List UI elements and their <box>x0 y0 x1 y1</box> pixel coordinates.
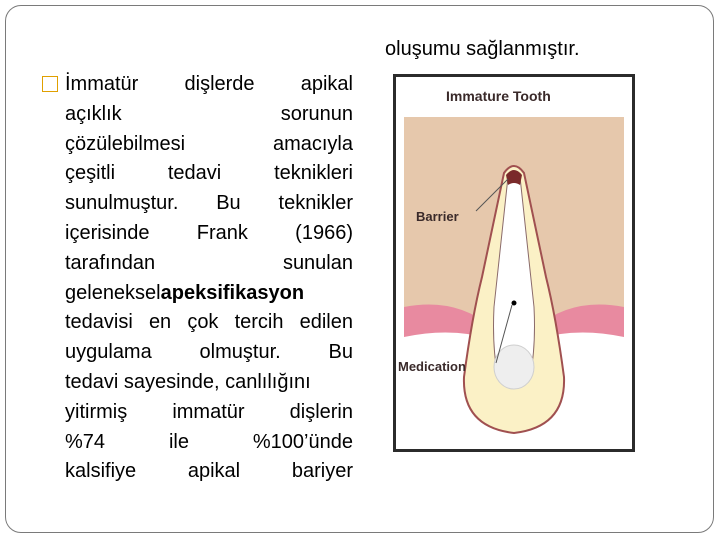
word: bariyer <box>291 460 353 483</box>
word: (1966) <box>295 221 353 244</box>
word: immatür <box>172 400 245 423</box>
paragraph-line <box>65 130 353 160</box>
word: ile <box>168 430 189 453</box>
word: sunulan <box>282 251 353 274</box>
paragraph-line <box>65 249 353 279</box>
word: geleneksel <box>65 281 161 304</box>
word: tarafından <box>65 251 156 274</box>
word: Bu <box>328 341 353 364</box>
paragraph-line <box>65 100 353 130</box>
word: yitirmiş <box>65 400 128 423</box>
paragraph-line <box>65 219 353 249</box>
medication-label: Medication <box>398 359 466 374</box>
word: tedavi sayesinde, canlılığını <box>65 370 311 393</box>
figure-title: Immature Tooth <box>446 88 551 104</box>
word: tercih <box>234 311 284 334</box>
word: tedavi <box>167 162 222 185</box>
word: kalsifiye <box>65 460 137 483</box>
word: Bu <box>216 192 241 215</box>
medication-dot <box>512 301 517 306</box>
paragraph-line <box>65 368 353 398</box>
word: olmuştur. <box>199 341 281 364</box>
word: açıklık <box>65 102 122 125</box>
word: sorunun <box>280 102 353 125</box>
bullet-checkbox-icon <box>42 76 58 92</box>
paragraph-line <box>65 338 353 368</box>
paragraph-line <box>65 308 353 338</box>
word: %100’ünde <box>252 430 353 453</box>
paragraph-line <box>65 189 353 219</box>
word: Frank <box>196 221 248 244</box>
word: %74 <box>65 430 106 453</box>
paragraph-line <box>65 457 353 487</box>
paragraph-line <box>65 428 353 458</box>
word: dişlerde <box>184 73 255 95</box>
word: dişlerin <box>289 400 353 423</box>
tooth-diagram <box>396 77 632 449</box>
word: en <box>148 311 172 334</box>
crown-filling <box>494 345 534 389</box>
word: teknikleri <box>274 162 353 185</box>
word: tedavisi <box>65 311 133 334</box>
bold-term-apeksifikasyon: apeksifikasyon <box>160 281 305 304</box>
paragraph-line <box>65 70 353 100</box>
immature-tooth-figure <box>393 74 635 452</box>
word: apikal <box>187 460 241 483</box>
word: uygulama <box>65 341 152 364</box>
word: edilen <box>299 311 353 334</box>
word: içerisinde <box>65 221 150 244</box>
word: amacıyla <box>272 132 353 155</box>
paragraph-line <box>65 279 353 309</box>
word: apikal <box>300 73 353 95</box>
paragraph-line <box>65 398 353 428</box>
barrier-label: Barrier <box>416 209 459 224</box>
word: İmmatür <box>65 73 139 95</box>
continuation-text: oluşumu sağlanmıştır. <box>385 38 580 60</box>
word: çeşitli <box>65 162 116 185</box>
paragraph-line <box>65 159 353 189</box>
body-paragraph <box>65 70 353 487</box>
word: çözülebilmesi <box>65 132 186 155</box>
word: teknikler <box>278 192 353 215</box>
word: sunulmuştur. <box>65 192 179 215</box>
word: çok <box>187 311 219 334</box>
